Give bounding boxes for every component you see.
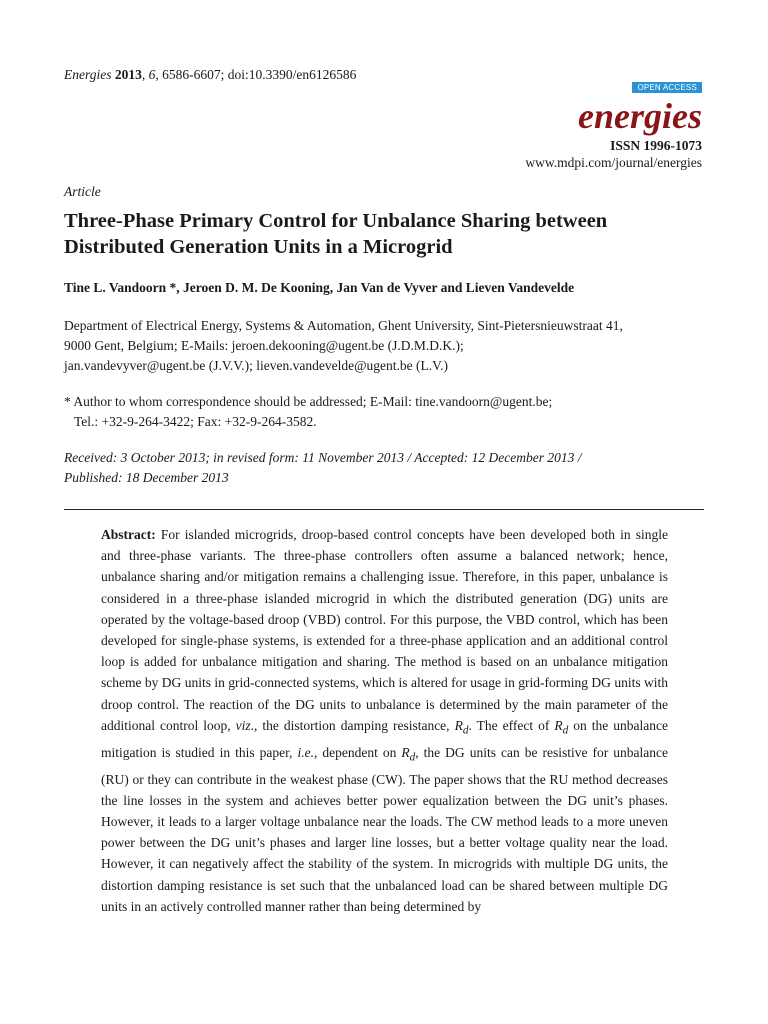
correspondence-line: * Author to whom correspondence should be addressed; E-Mail: tine.vandoorn@ugent.be; xyxy=(64,394,553,409)
author-list: Tine L. Vandoorn *, Jeroen D. M. De Kooning, Jan Van de Vyver and Lieven Vandevelde xyxy=(64,280,575,295)
abstract-text: ., the distortion damping resistance, xyxy=(250,717,455,733)
correspondence xyxy=(64,392,714,432)
citation-journal: Energies xyxy=(64,67,112,82)
citation-year: 2013 xyxy=(114,67,142,82)
affiliation-line: jan.vandevyver@ugent.be (J.V.V.); lieven.vandevelde@ugent.be (L.V.) xyxy=(64,358,449,373)
abstract-text: on the unbalance mitigation is studied in this paper, xyxy=(101,717,668,760)
journal-logo: energies xyxy=(578,96,702,136)
title-line: Three-Phase Primary Control for Unbalance Sharing between xyxy=(64,210,608,232)
abstract-label: Abstract: xyxy=(101,527,156,542)
math-subscript: d xyxy=(409,751,416,764)
citation-volume: 6 xyxy=(148,67,156,82)
publication-dates xyxy=(64,448,714,488)
abstract-text: i.e. xyxy=(297,744,314,760)
dates-line: Received: 3 October 2013; in revised form: 11 November 2013 / Accepted: 12 December 2013 / xyxy=(64,450,582,465)
affiliation-line: 9000 Gent, Belgium; E-Mails: jeroen.dekooning@ugent.be (J.D.M.D.K.); xyxy=(64,338,464,353)
citation-separator: , xyxy=(141,67,149,82)
title-line: Distributed Generation Units in a Microgrid xyxy=(64,236,453,258)
issn: ISSN 1996-1073 xyxy=(610,138,702,153)
article-type: Article xyxy=(64,184,101,199)
affiliation-line: Department of Electrical Energy, Systems & Automation, Ghent University, Sint-Pietersnieuwstraat 41, xyxy=(64,318,623,333)
math-symbol: R xyxy=(401,744,410,760)
journal-url[interactable]: www.mdpi.com/journal/energies xyxy=(525,155,702,170)
abstract-text: For islanded microgrids, droop-based control concepts have been developed both in single and three-phase variants. The three-phase controllers often assume a balanced network; hence, unbalance sharing and/or mitigation remains a challenging issue. Therefore, in this paper, unbalance is considered in a three-phase islanded microgrid in which the distributed generation (DG) units are operated by the voltage-based droop (VBD) control. For this purpose, the VBD control, which has been developed for single-phase systems, is extended for a three-phase application and an additional control loop is added for unbalance mitigation and sharing. The method is based on an unbalance mitigation scheme by DG units in grid-connected systems, which is altered for usage in grid-forming DG units with droop control. The reaction of the DG units to unbalance is determined by the main parameter of the additional control loop, xyxy=(101,527,668,733)
citation-line xyxy=(64,66,356,84)
math-symbol: R xyxy=(454,717,463,733)
math-symbol: R xyxy=(554,717,563,733)
math-subscript: d xyxy=(562,724,569,737)
math-subscript: d xyxy=(462,724,469,737)
abstract-text: viz xyxy=(235,717,251,733)
section-divider xyxy=(64,509,704,510)
open-access-badge: OPEN ACCESS xyxy=(632,82,702,93)
abstract-text: , the DG units can be resistive for unbalance (RU) or they can contribute in the weakest phase (CW). The paper shows that the RU method decreases the line losses in the system and achieves better power equalization between the DG unit’s phases. However, it leads to a larger voltage unbalance near the loads. The CW method leads to a more uneven power between the DG unit’s phases and larger line losses, but a better voltage quality near the load. However, it can negatively affect the stability of the system. In microgrids with multiple DG units, the distortion damping resistance is set such that the unbalanced load can be shared between multiple DG units in an actively controlled manner rather than being determined by xyxy=(101,744,668,914)
dates-line: Published: 18 December 2013 xyxy=(64,470,229,485)
affiliation xyxy=(64,316,714,376)
abstract-text: . The effect of xyxy=(468,717,555,733)
correspondence-line: Tel.: +32-9-264-3422; Fax: +32-9-264-3582. xyxy=(74,414,317,429)
citation-pages-doi: , 6586-6607; doi:10.3390/en6126586 xyxy=(155,67,357,82)
abstract-text: , dependent on xyxy=(313,744,402,760)
abstract xyxy=(101,524,668,917)
paper-title xyxy=(64,208,704,260)
